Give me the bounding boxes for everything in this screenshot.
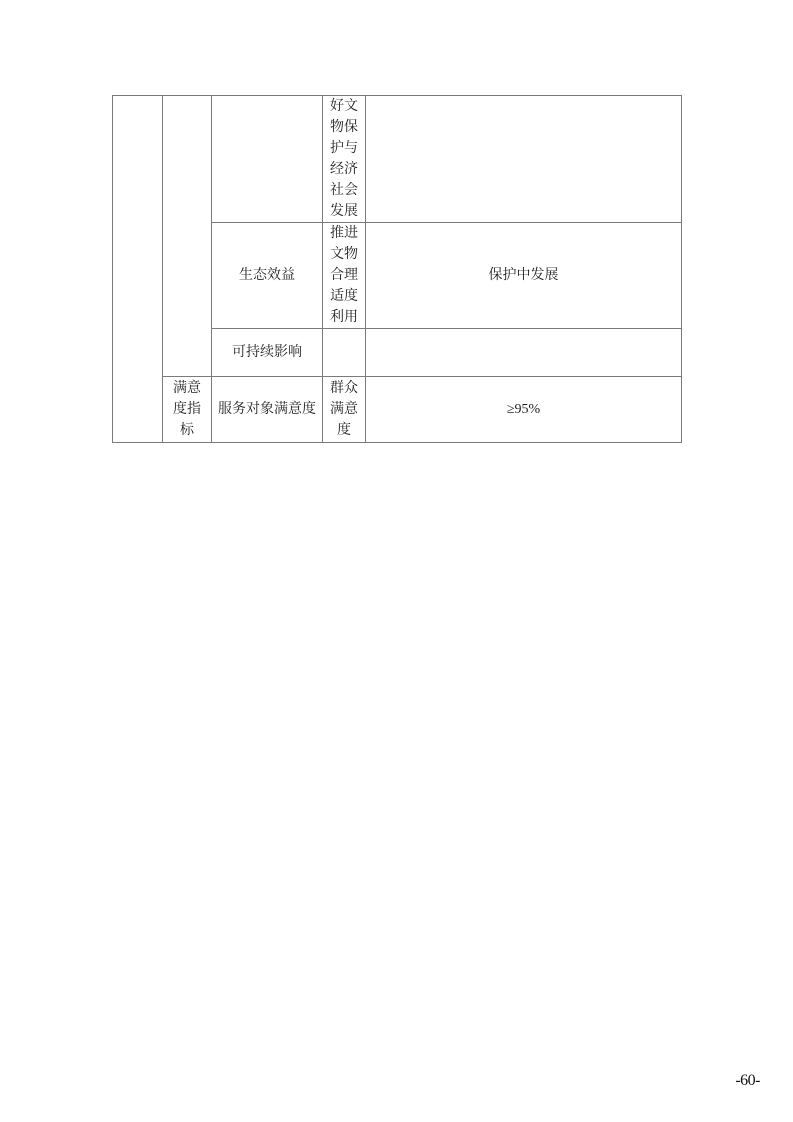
cell-category-spacer bbox=[113, 96, 163, 443]
cell-target-value: ≥95% bbox=[366, 377, 682, 443]
cell-sub-indicator: 推进文物合理适度利用 bbox=[323, 223, 366, 329]
cell-indicator-name: 生态效益 bbox=[212, 223, 323, 329]
cell-sub-indicator: 群众满意度 bbox=[323, 377, 366, 443]
cell-indicator-name: 服务对象满意度 bbox=[212, 377, 323, 443]
cell-sub-indicator-empty bbox=[323, 329, 366, 377]
cell-indicator-group-spacer bbox=[163, 96, 212, 377]
cell-indicator-name: 可持续影响 bbox=[212, 329, 323, 377]
cell-target-value-empty bbox=[366, 96, 682, 223]
cell-indicator-name-empty bbox=[212, 96, 323, 223]
cell-indicator-group: 满意度指标 bbox=[163, 377, 212, 443]
table-row bbox=[113, 96, 682, 223]
cell-target-value-empty bbox=[366, 329, 682, 377]
performance-indicator-table bbox=[112, 95, 682, 443]
table-row bbox=[113, 377, 682, 443]
page-number: -60- bbox=[735, 1072, 760, 1089]
cell-target-value: 保护中发展 bbox=[366, 223, 682, 329]
cell-sub-indicator-continued: 好文物保护与经济社会发展 bbox=[323, 96, 366, 223]
